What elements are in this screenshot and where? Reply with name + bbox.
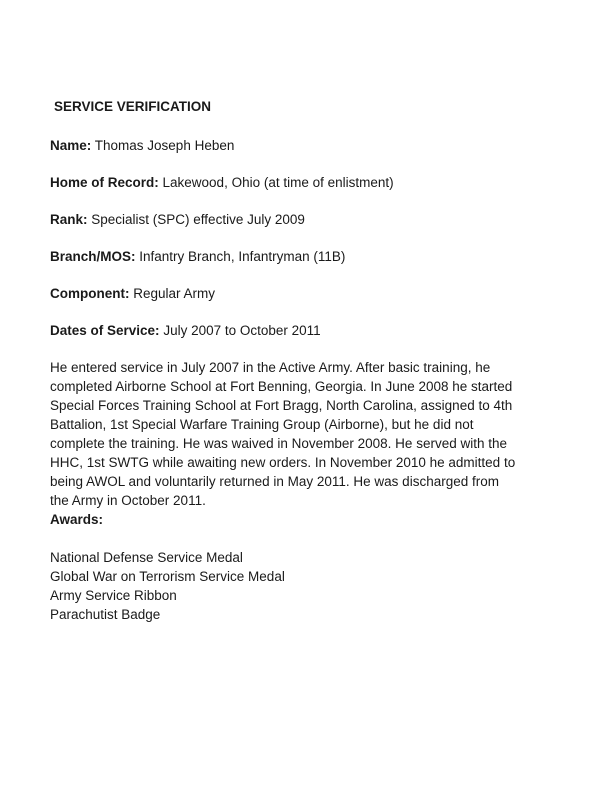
field-name-value: Thomas Joseph Heben — [91, 138, 235, 153]
document-title: SERVICE VERIFICATION — [54, 99, 212, 114]
narrative-line: completed Airborne School at Fort Benning, Georgia. In June 2008 he started — [50, 379, 513, 394]
field-component — [50, 284, 550, 303]
field-dates-of-service-label: Dates of Service: — [50, 323, 160, 338]
field-component-value: Regular Army — [129, 286, 216, 301]
field-branch-mos-label: Branch/MOS: — [50, 249, 136, 264]
field-component-label: Component: — [50, 286, 130, 301]
narrative-line: the Army in October 2011. — [50, 493, 206, 508]
field-rank — [50, 210, 550, 229]
field-rank-label: Rank: — [50, 212, 88, 227]
field-branch-mos-value: Infantry Branch, Infantryman (11B) — [135, 249, 346, 264]
narrative-line: He entered service in July 2007 in the Active Army. After basic training, he — [50, 360, 491, 375]
narrative-line: Special Forces Training School at Fort Bragg, North Carolina, assigned to 4th — [50, 398, 513, 413]
field-home-of-record-label: Home of Record: — [50, 175, 159, 190]
field-home-of-record — [50, 173, 550, 192]
narrative-line: HHC, 1st SWTG while awaiting new orders. In November 2010 he admitted to — [50, 455, 516, 470]
field-home-of-record-value: Lakewood, Ohio (at time of enlistment) — [158, 175, 394, 190]
award-item: Global War on Terrorism Service Medal — [50, 569, 285, 584]
field-dates-of-service-value: July 2007 to October 2011 — [159, 323, 321, 338]
narrative-line: complete the training. He was waived in November 2008. He served with the — [50, 436, 507, 451]
field-dates-of-service — [50, 321, 550, 340]
service-narrative — [50, 358, 545, 510]
field-rank-value: Specialist (SPC) effective July 2009 — [87, 212, 305, 227]
field-name-label: Name: — [50, 138, 92, 153]
service-verification-document — [50, 97, 550, 624]
award-item: Army Service Ribbon — [50, 588, 177, 603]
field-name — [50, 136, 550, 155]
award-item: Parachutist Badge — [50, 607, 161, 622]
narrative-line: Battalion, 1st Special Warfare Training Group (Airborne), but he did not — [50, 417, 474, 432]
field-branch-mos — [50, 247, 550, 266]
narrative-line: being AWOL and voluntarily returned in May 2011. He was discharged from — [50, 474, 499, 489]
awards-heading: Awards: — [50, 512, 104, 527]
award-item: National Defense Service Medal — [50, 550, 243, 565]
awards-list — [50, 548, 550, 624]
